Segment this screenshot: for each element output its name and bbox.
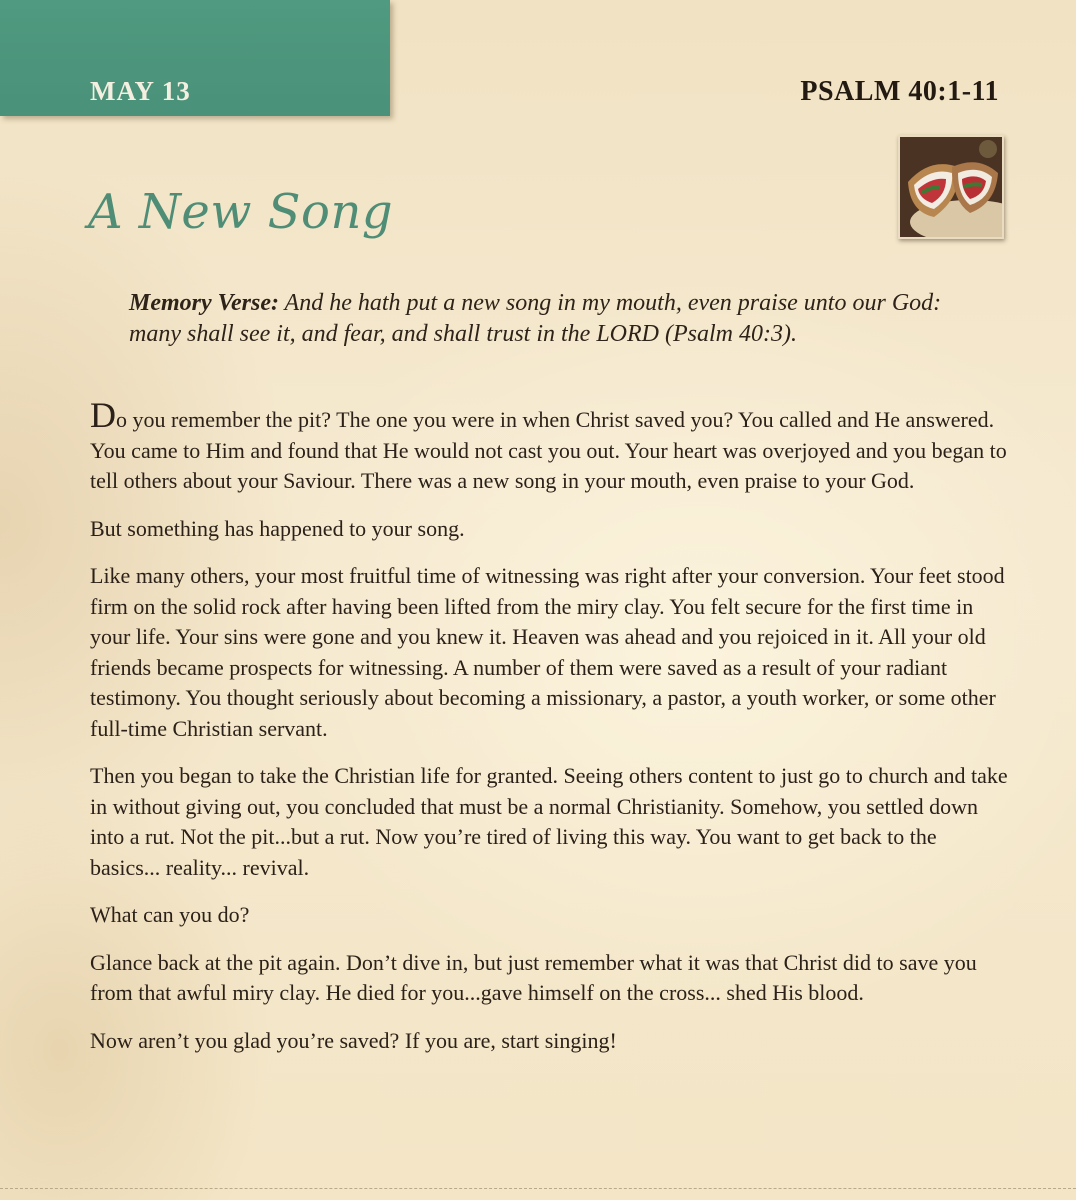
memory-verse-text: And he hath put a new song in my mouth, even praise unto our God: many shall see it, and fear, and shall trust in the LORD (Psalm 40:3). <box>129 290 942 347</box>
drop-cap: D <box>90 395 116 435</box>
date-tab <box>0 0 390 116</box>
paragraph-2: But something has happened to your song. <box>90 515 465 541</box>
memory-verse-label: Memory Verse: <box>129 290 279 316</box>
devotional-body <box>90 395 1010 1073</box>
page-title: A New Song <box>88 184 394 240</box>
scripture-reference: PSALM 40:1-11 <box>800 76 999 107</box>
paragraph-5: What can you do? <box>90 902 250 927</box>
sandwich-photo-icon <box>898 135 1004 239</box>
paragraph-4: Then you began to take the Christian life for granted. Seeing others content to just go to church and take in without giving out, you concluded that must be a normal Christianity. Somehow, you settled down into a rut. Not the pit...but a rut. Now you’re tired of living this way. You want to get back to the basics... reality... revival. <box>90 763 1008 880</box>
bottom-divider <box>0 1188 1076 1189</box>
paragraph-1 <box>90 395 1010 497</box>
paragraph-6: Glance back at the pit again. Don’t dive in, but just remember what it was that Christ did to save you from that awful miry clay. He died for you...gave himself on the cross... shed His blood. <box>90 949 977 1005</box>
paragraph-3: Like many others, your most fruitful time of witnessing was right after your conversion. Your feet stood firm on the solid rock after having been lifted from the miry clay. You felt secure for the first time in your life. Your sins were gone and you knew it. Heaven was ahead and you rejoiced in it. All your old friends became prospects for witnessing. A number of them were saved as a result of your radiant testimony. You thought seriously about becoming a missionary, a pastor, a youth worker, or some other full-time Christian servant. <box>90 563 1005 741</box>
date-label: MAY 13 <box>90 76 191 106</box>
sandwich-illustration <box>900 137 1002 237</box>
paragraph-7: Now aren’t you glad you’re saved? If you are, start singing! <box>90 1027 617 1053</box>
paragraph-1-text: o you remember the pit? The one you were in when Christ saved you? You called and He answered. You came to Him and found that He would not cast you out. Your heart was overjoyed and you began to tell others about your Saviour. There was a new song in your mouth, even praise to your God. <box>90 407 1007 493</box>
memory-verse <box>129 288 949 350</box>
